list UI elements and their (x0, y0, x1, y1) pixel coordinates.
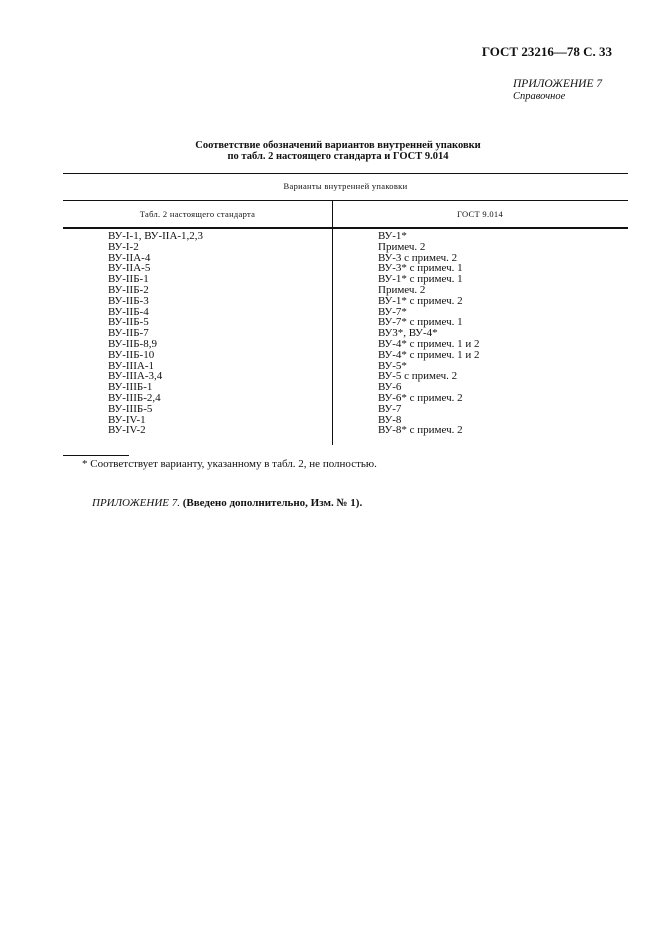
table-cell-standard: ВУ-IIБ-7 (108, 327, 149, 340)
table-cell-gost: ВУ-1* с примеч. 2 (378, 294, 463, 307)
table-cell-standard: ВУ-IIIБ-1 (108, 381, 153, 394)
footnote-rule (63, 455, 129, 456)
table-cell-standard: ВУ-IIБ-4 (108, 305, 149, 318)
appendix-note (92, 497, 362, 509)
table-cell-standard: ВУ-IIБ-1 (108, 273, 149, 286)
header-divider (63, 200, 628, 201)
column-divider (332, 200, 333, 445)
table-cell-standard: ВУ-IIА-5 (108, 262, 151, 275)
table-cell-standard: ВУ-IIIБ-2,4 (108, 391, 161, 404)
table-cell-standard: ВУ-IIIА-3,4 (108, 370, 163, 383)
table-cell-gost: ВУ-1* с примеч. 1 (378, 273, 463, 286)
table-cell-standard: ВУ-IV-1 (108, 413, 146, 426)
title-line: Соответствие обозначений вариантов внутренней упаковки (195, 140, 481, 151)
table-cell-standard: ВУ-IV-2 (108, 424, 146, 437)
appendix-note-text: (Введено дополнительно, Изм. № 1). (182, 497, 363, 509)
table-cell-gost: ВУ-3* с примеч. 1 (378, 262, 463, 275)
table-cell-standard: ВУ-IIБ-8,9 (108, 337, 157, 350)
table-cell-gost: ВУ-8 (378, 413, 402, 426)
table-cell-gost: ВУ-5 с примеч. 2 (378, 370, 458, 383)
table-cell-standard: ВУ-I-2 (108, 240, 139, 253)
left-column (108, 231, 203, 436)
table-cell-standard: ВУ-IIБ-3 (108, 294, 149, 307)
title-line: по табл. 2 настоящего стандарта и ГОСТ 9.014 (227, 151, 449, 162)
table-cell-gost: ВУ-6 (378, 381, 402, 394)
table-cell-gost: ВУ-7* с примеч. 1 (378, 316, 463, 329)
appendix-type: Справочное (513, 91, 566, 102)
table-cell-gost: ВУ3*, ВУ-4* (378, 327, 438, 340)
page-header: ГОСТ 23216—78 С. 33 (481, 44, 612, 59)
table-cell-standard: ВУ-IIА-4 (108, 251, 151, 264)
appendix-label: ПРИЛОЖЕНИЕ 7 (513, 78, 603, 90)
table-cell-gost: Примеч. 2 (378, 240, 426, 253)
table-cell-standard: ВУ-IIБ-5 (108, 316, 149, 329)
column-header-left: Табл. 2 настоящего стандарта (139, 209, 256, 219)
table-cell-standard: ВУ-IIБ-10 (108, 348, 155, 361)
right-column (378, 231, 480, 436)
table-cell-standard: ВУ-IIБ-2 (108, 283, 149, 296)
table-cell-gost: ВУ-6* с примеч. 2 (378, 391, 463, 404)
footnote: * Соответствует варианту, указанному в табл. 2, не полностью. (82, 458, 377, 470)
table-cell-gost: ВУ-7* (378, 305, 407, 318)
table-cell-standard: ВУ-IIIБ-5 (108, 402, 153, 415)
table-cell-standard: ВУ-I-1, ВУ-IIА-1,2,3 (108, 230, 204, 242)
table-cell-standard: ВУ-IIIА-1 (108, 359, 154, 372)
appendix-note-label: ПРИЛОЖЕНИЕ 7. (92, 497, 180, 509)
header-bottom-rule (63, 227, 628, 229)
group-header: Варианты внутренней упаковки (283, 181, 408, 191)
table-cell-gost: ВУ-4* с примеч. 1 и 2 (378, 348, 480, 361)
table-cell-gost: Примеч. 2 (378, 283, 426, 296)
table-cell-gost: ВУ-8* с примеч. 2 (378, 424, 463, 437)
table-cell-gost: ВУ-1* (378, 230, 407, 242)
table-top-rule (63, 173, 628, 174)
table-title (0, 140, 661, 162)
table-cell-gost: ВУ-4* с примеч. 1 и 2 (378, 337, 480, 350)
column-header-right: ГОСТ 9.014 (456, 209, 504, 219)
table-cell-gost: ВУ-3 с примеч. 2 (378, 251, 458, 264)
table-cell-gost: ВУ-7 (378, 402, 402, 415)
table-cell-gost: ВУ-5* (378, 359, 407, 372)
